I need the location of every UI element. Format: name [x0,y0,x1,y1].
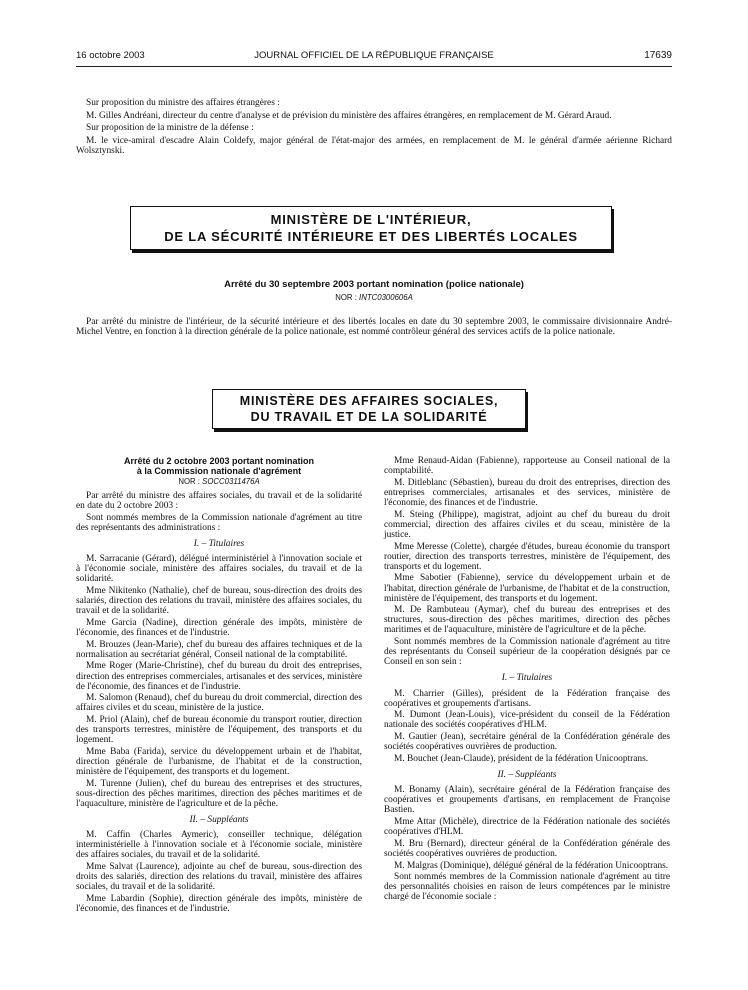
paragraph: Par arrêté du ministre des affaires sociales, du travail et de la solidarité en date du 2 octobre 2003 : [76,491,362,512]
member-entry: Mme Baba (Farida), service du développement urbain et de l'habitat, direction générale de l'urbanisme, de l'habitat et de la construction, ministère de l'équipement, des transports et du logement. [76,747,362,778]
top-nominations [76,98,672,158]
member-entry: Mme Meresse (Colette), chargée d'études, bureau économie du transport routier, direction des transports terrestres, ministère de l'équipement, des transports et du logement. [384,541,670,572]
section-heading: I. – Titulaires [501,673,553,684]
ministry-interior-heading-box [130,206,612,250]
member-entry: M. Caffin (Charles Aymeric), conseiller technique, délégation interministérielle à l'innovation sociale et à l'économie sociale, ministère des affaires sociales, du travail et de la solidarité. [76,830,362,861]
arrete-title-line: à la Commission nationale d'agrément [136,466,302,476]
member-entry: Mme Labardin (Sophie), direction générale des impôts, ministère de l'économie, des finances et de l'industrie. [76,894,362,915]
nor-label: NOR : [178,477,200,486]
ministry-heading-line: MINISTÈRE DES AFFAIRES SOCIALES, [239,394,499,408]
left-column [76,456,362,916]
header-rule [76,66,672,67]
paragraph: M. le vice-amiral d'escadre Alain Coldefy, major général de l'état-major des armées, en remplacement de M. le général d'armée aérienne Richard Wolsztynski. [76,135,672,156]
paragraph: Sont nommés membres de la Commission nationale d'agrément au titre des personnalités choisies en raison de leurs compétences par le ministre chargé de l'économie sociale : [384,872,670,903]
member-entry: Mme Nikitenko (Nathalie), chef de bureau, sous-direction des droits des salariés, direction des relations du travail, ministère des affaires sociales, du travail et de la solidarité. [76,586,362,617]
arrete-title-line: Arrêté du 2 octobre 2003 portant nomination [123,456,315,466]
arrete-title: Arrêté du 30 septembre 2003 portant nomination (police nationale) [224,279,524,290]
section-heading: II. – Suppléants [497,769,557,780]
interior-arrete-body [76,317,672,340]
member-entry: M. Brouzes (Jean-Marie), chef du bureau des affaires techniques et de la normalisation au secrétariat général, Conseil national de la comptabilité. [76,639,362,660]
member-entry: M. Dumont (Jean-Louis), vice-président du conseil de la Fédération nationale des sociétés coopératives d'HLM. [384,710,670,731]
nor-reference [76,477,362,487]
header-journal-title: JOURNAL OFFICIEL DE LA RÉPUBLIQUE FRANÇAISE [254,50,494,61]
paragraph: Par arrêté du ministre de l'intérieur, de la sécurité intérieure et des libertés locales en date du 30 septembre 2003, le commissaire divisionnaire André-Michel Ventre, en fonction à la direction générale de la police nationale, est nommé contrôleur général des services actifs de la police nationale. [76,317,672,338]
member-entry: M. Steing (Philippe), magistrat, adjoint au chef du bureau du droit commercial, direction des affaires civiles et du sceau, ministère de la justice. [384,509,670,540]
member-entry: M. Charrier (Gilles), président de la Fédération française des coopératives et groupements d'artisans. [384,688,670,709]
paragraph: Sur proposition de la ministre de la défense : [86,123,254,134]
member-entry: M. Malgras (Dominique), délégué général de la fédération Unicooptrans. [394,860,669,871]
member-entry: Mme Salvat (Laurence), adjointe au chef de bureau, sous-direction des droits des salariés, direction des relations du travail, ministère des affaires sociales, du travail et de la solidarité. [76,862,362,893]
section-heading: II. – Suppléants [189,815,249,826]
paragraph: Sont nommés membres de la Commission nationale d'agrément au titre des représentants des administrations : [76,512,362,533]
page-header [76,50,672,64]
member-entry: Mme Renaud-Aidan (Fabienne), rapporteuse au Conseil national de la comptabilité. [384,456,670,477]
ministry-heading-line: DU TRAVAIL ET DE LA SOLIDARITÉ [250,410,488,424]
member-entry: Mme Roger (Marie-Christine), chef du bureau du droit des entreprises, direction des entreprises commerciales, artisanales et des services, ministère de l'économie, des finances et de l'industrie. [76,661,362,692]
nor-code: INTC0300606A [359,293,413,302]
ministry-heading-line: DE LA SÉCURITÉ INTÉRIEURE ET DES LIBERTÉS LOCALES [164,229,578,244]
ministry-heading-line: MINISTÈRE DE L'INTÉRIEUR, [270,212,472,227]
member-entry: Mme Garcia (Nadine), direction générale des impôts, ministère de l'économie, des finances et de l'industrie. [76,617,362,638]
nor-reference [76,293,672,302]
member-entry: Mme Attar (Michèle), directrice de la Fédération nationale des sociétés coopératives d'HLM. [384,816,670,838]
section-heading: I. – Titulaires [193,539,245,550]
right-column [384,456,670,904]
member-entry: Mme Sabotier (Fabienne), service du développement urbain et de l'habitat, direction générale de l'urbanisme, de l'habitat et de la construction, ministère de l'équipement, des transports et du logement. [384,573,670,604]
member-entry: M. Ditleblanc (Sébastien), bureau du droit des entreprises, direction des entreprises commerciales, artisanales et des services, ministère de l'économie, des finances et de l'industrie. [384,477,670,508]
member-entry: M. Sarracanie (Gérard), délégué interministériel à l'innovation sociale et à l'économie sociale, ministère des affaires sociales, du travail et de la solidarité. [76,554,362,585]
ministry-social-heading-box [212,389,526,429]
member-entry: M. Bonamy (Alain), secrétaire général de la Fédération française des coopératives et groupements d'artisans, en remplacement de Françoise Bastien. [384,785,670,816]
nor-label: NOR : [335,293,357,302]
paragraph: M. Gilles Andréani, directeur du centre d'analyse et de prévision du ministère des affaires étrangères, en remplacement de M. Gérard Araud. [86,110,612,121]
header-page-number: 17639 [644,50,672,61]
member-entry: M. De Rambuteau (Aymar), chef du bureau des entreprises et des structures, sous-direction des pêches maritimes, direction des pêches maritimes et de l'aquaculture, ministère de l'agriculture et de la pêche. [384,605,670,636]
member-entry: M. Salomon (Renaud), chef du bureau du droit commercial, direction des affaires civiles et du sceau, ministère de la justice. [76,693,362,714]
member-entry: M. Bouchet (Jean-Claude), président de la fédération Unicooptrans. [394,753,649,764]
member-entry: M. Bru (Bernard), directeur général de la Confédération générale des sociétés coopératives ouvrières de production. [384,838,670,859]
member-entry: M. Priol (Alain), chef de bureau économie du transport routier, direction des transports terrestres, ministère de l'équipement, des transports et du logement. [76,715,362,746]
header-date: 16 octobre 2003 [76,50,145,61]
paragraph: Sur proposition du ministre des affaires étrangères : [86,98,280,108]
paragraph: Sont nommés membres de la Commission nationale d'agrément au titre des représentants du Conseil supérieur de la coopération désignés par ce Conseil en son sein : [384,637,670,668]
nor-code: SOCC0311476A [202,477,260,486]
member-entry: M. Gautier (Jean), secrétaire général de la Confédération générale des sociétés coopératives ouvrières de production. [384,732,670,753]
member-entry: M. Turenne (Julien), chef du bureau des entreprises et des structures, sous-direction des pêches maritimes, direction des pêches maritimes et de l'aquaculture, ministère de l'agriculture et de la pêche. [76,778,362,810]
